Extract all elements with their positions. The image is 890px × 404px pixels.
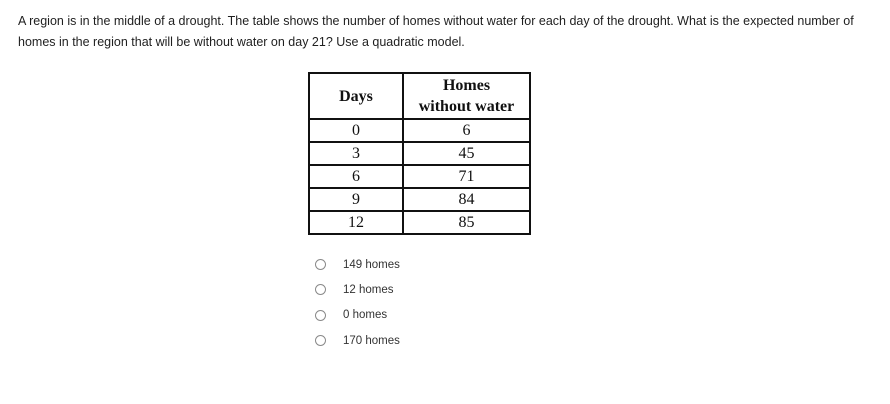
table-row — [309, 188, 530, 211]
cell-days: 3 — [309, 142, 403, 165]
answer-options — [312, 252, 400, 353]
answer-option-label[interactable]: 149 homes — [343, 258, 400, 271]
answer-option-3[interactable] — [312, 303, 400, 328]
question-text: A region is in the middle of a drought. The table shows the number of homes without water for each day of the drought. What is the expected number of homes in the region that will be without water on day 21? Use a quadratic model. — [18, 14, 854, 49]
cell-homes: 45 — [403, 142, 530, 165]
cell-homes: 71 — [403, 165, 530, 188]
cell-days: 9 — [309, 188, 403, 211]
radio-button-icon[interactable] — [315, 335, 326, 346]
cell-days: 6 — [309, 165, 403, 188]
answer-option-label[interactable]: 12 homes — [343, 283, 394, 296]
data-table — [308, 72, 531, 235]
answer-option-1[interactable] — [312, 252, 400, 277]
cell-homes: 85 — [403, 211, 530, 234]
answer-option-4[interactable] — [312, 328, 400, 353]
answer-option-label[interactable]: 0 homes — [343, 309, 388, 322]
table-row — [309, 119, 530, 142]
header-homes — [403, 73, 530, 119]
cell-days: 0 — [309, 119, 403, 142]
table-row — [309, 211, 530, 234]
answer-option-label[interactable]: 170 homes — [343, 334, 400, 347]
radio-button-icon[interactable] — [315, 310, 326, 321]
answer-option-2[interactable] — [312, 277, 400, 302]
table-row — [309, 165, 530, 188]
header-days: Days — [309, 73, 403, 119]
header-homes-line1: Homes — [442, 77, 491, 94]
table-header-row — [309, 73, 530, 119]
cell-homes: 84 — [403, 188, 530, 211]
table-row — [309, 142, 530, 165]
cell-days: 12 — [309, 211, 403, 234]
radio-button-icon[interactable] — [315, 259, 326, 270]
header-homes-line2: without water — [418, 98, 515, 115]
radio-button-icon[interactable] — [315, 284, 326, 295]
cell-homes: 6 — [403, 119, 530, 142]
